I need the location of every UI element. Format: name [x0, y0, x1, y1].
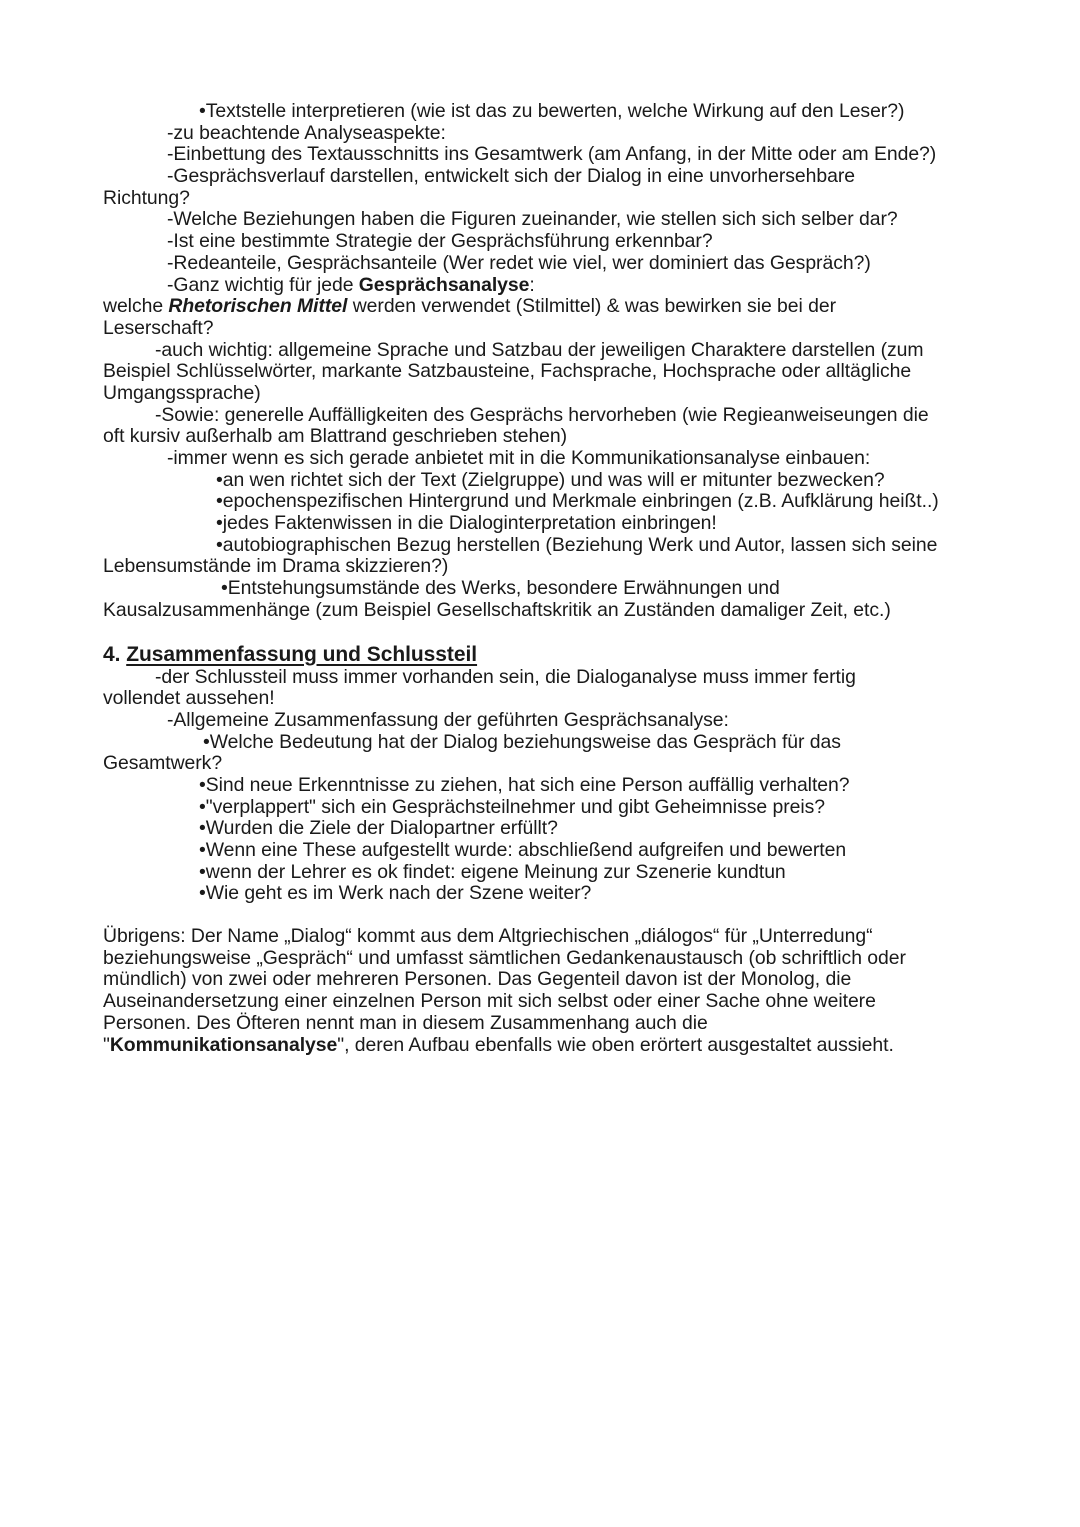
emphasis-gespraechsanalyse: Gesprächsanalyse: [358, 273, 530, 296]
section-number: 4.: [103, 642, 127, 666]
section-title: Zusammenfassung und Schlussteil: [126, 642, 478, 666]
emphasis-kommunikationsanalyse: Kommunikationsanalyse: [109, 1033, 338, 1056]
text-line: Gesamtwerk?: [103, 752, 223, 775]
text-line: •Sind neue Erkenntnisse zu ziehen, hat sich eine Person auffällig verhalten?: [199, 773, 850, 796]
text-span: :: [529, 273, 535, 296]
text-line: •jedes Faktenwissen in die Dialoginterpretation einbringen!: [216, 512, 717, 535]
text-line: -zu beachtende Analyseaspekte:: [167, 121, 446, 144]
text-line: •an wen richtet sich der Text (Zielgruppe) und was will er mitunter bezwecken?: [216, 468, 885, 491]
text-line: -Welche Beziehungen haben die Figuren zueinander, wie stellen sich sich selber dar?: [167, 208, 898, 231]
text-line: •epochenspezifischen Hintergrund und Merkmale einbringen (z.B. Aufklärung heißt..): [216, 490, 939, 513]
section-heading: [103, 643, 983, 667]
text-line: Übrigens: Der Name „Dialog“ kommt aus dem Altgriechischen „diálogos“ für „Unterredung“: [103, 925, 873, 948]
text-line: Personen. Des Öfteren nennt man in diesem Zusammenhang auch die: [103, 1011, 708, 1034]
text-span: werden verwendet (Stilmittel) & was bewirken sie bei der: [347, 295, 836, 318]
text-span: welche: [103, 295, 169, 318]
emphasis-rhetorische-mittel: Rhetorischen Mittel: [168, 295, 348, 318]
text-line: -auch wichtig: allgemeine Sprache und Satzbau der jeweiligen Charaktere darstellen (zum: [155, 338, 924, 361]
text-span: ": [103, 1033, 110, 1056]
text-line: •Wie geht es im Werk nach der Szene weiter?: [199, 882, 592, 905]
text-line: •Textstelle interpretieren (wie ist das zu bewerten, welche Wirkung auf den Leser?): [199, 100, 905, 122]
text-line: •autobiographischen Bezug herstellen (Beziehung Werk und Autor, lassen sich seine: [216, 533, 938, 556]
document-page: [103, 101, 983, 1056]
text-line: Kausalzusammenhänge (zum Beispiel Gesellschaftskritik an Zuständen damaliger Zeit, etc.): [103, 598, 891, 621]
text-span: ", deren Aufbau ebenfalls wie oben erörtert ausgestaltet aussieht.: [337, 1033, 894, 1056]
text-line: -immer wenn es sich gerade anbietet mit in die Kommunikationsanalyse einbauen:: [167, 447, 871, 469]
text-line: -Einbettung des Textausschnitts ins Gesamtwerk (am Anfang, in der Mitte oder am Ende?): [167, 143, 937, 166]
text-line: Umgangssprache): [103, 381, 261, 404]
text-line: •Welche Bedeutung hat der Dialog beziehungsweise das Gespräch für das: [203, 730, 841, 753]
text-line: [103, 296, 983, 318]
text-line: -Redeanteile, Gesprächsanteile (Wer redet wie viel, wer dominiert das Gespräch?): [167, 251, 871, 274]
text-line: Richtung?: [103, 186, 190, 209]
text-line: Beispiel Schlüsselwörter, markante Satzbausteine, Fachsprache, Hochsprache oder alltägliche: [103, 360, 912, 383]
text-line: •Wurden die Ziele der Dialopartner erfüllt?: [199, 817, 558, 840]
text-line: -Allgemeine Zusammenfassung der geführten Gesprächsanalyse:: [167, 708, 729, 731]
text-line: mündlich) von zwei oder mehreren Personen. Das Gegenteil davon ist der Monolog, die: [103, 968, 852, 991]
text-line: -Sowie: generelle Auffälligkeiten des Gesprächs hervorheben (wie Regieanweiseungen die: [155, 403, 929, 426]
text-line: •Wenn eine These aufgestellt wurde: abschließend aufgreifen und bewerten: [199, 839, 847, 861]
text-line: •Entstehungsumstände des Werks, besondere Erwähnungen und: [221, 577, 780, 600]
spacer: [103, 905, 983, 926]
text-line: Leserschaft?: [103, 316, 214, 339]
text-line: •wenn der Lehrer es ok findet: eigene Meinung zur Szenerie kundtun: [199, 860, 786, 883]
text-line: vollendet aussehen!: [103, 687, 275, 710]
text-line: [103, 1035, 983, 1057]
text-line: beziehungsweise „Gespräch“ und umfasst sämtlichen Gedankenaustausch (ob schriftlich oder: [103, 946, 906, 969]
text-line: oft kursiv außerhalb am Blattrand geschrieben stehen): [103, 425, 568, 448]
text-line: -Gesprächsverlauf darstellen, entwickelt sich der Dialog in eine unvorhersehbare: [167, 165, 855, 188]
text-line: Auseinandersetzung einer einzelnen Person mit sich selbst oder einer Sache ohne weitere: [103, 990, 876, 1013]
text-line: -der Schlussteil muss immer vorhanden sein, die Dialoganalyse muss immer fertig: [155, 665, 856, 688]
text-line: [103, 275, 983, 297]
text-span: -Ganz wichtig für jede: [167, 273, 359, 296]
text-line: Lebensumstände im Drama skizzieren?): [103, 555, 449, 578]
text-line: -Ist eine bestimmte Strategie der Gesprächsführung erkennbar?: [167, 230, 713, 253]
text-line: •"verplappert" sich ein Gesprächsteilnehmer und gibt Geheimnisse preis?: [199, 795, 825, 818]
